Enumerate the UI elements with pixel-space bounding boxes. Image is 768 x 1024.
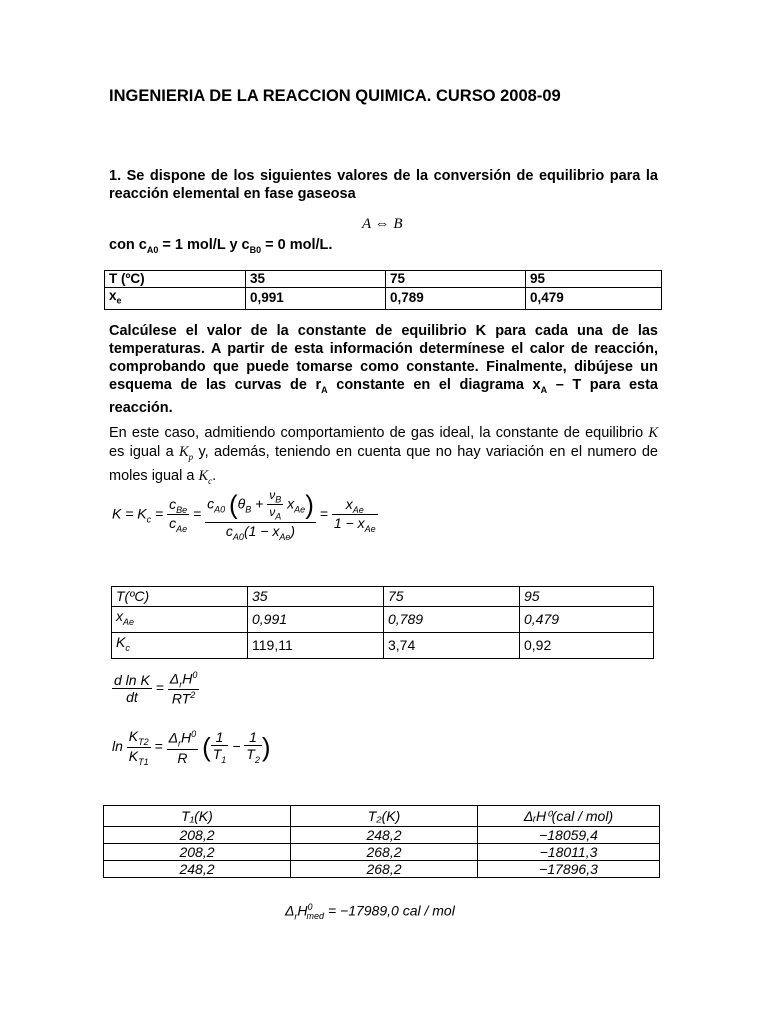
table-cell: −17896,3 <box>478 861 660 878</box>
table-cell: 0,92 <box>520 632 654 658</box>
table-cell: 35 <box>246 271 386 288</box>
table-cell: $x_e$ <box>105 288 246 310</box>
table-cell: 268,2 <box>291 861 478 878</box>
table-cell: 0,479 <box>526 288 662 310</box>
table-header: T₂(K) <box>291 806 478 827</box>
table-row <box>104 827 660 844</box>
table-cell: $K_c$ <box>112 632 248 658</box>
table-cell: 0,991 <box>248 607 384 633</box>
mean-enthalpy-result: $\Delta_rH^0_{med} = -17989,0$ cal / mol <box>285 902 455 922</box>
table-row <box>105 288 662 310</box>
table-row <box>104 806 660 827</box>
table-row <box>112 607 654 633</box>
table-cell: −18059,4 <box>478 827 660 844</box>
table-cell: 75 <box>386 271 526 288</box>
table-cell: 95 <box>526 271 662 288</box>
table-row <box>104 844 660 861</box>
problem-question: Calcúlese el valor de la constante de equilibrio K para cada una de las temperaturas. A partir de esta información determínese el calor de reacción, comprobando que puede tomarse como constante. Finalmente, dibújese un esquema de las curvas de $r_A$ constante en el diagrama $x_A$ – T para esta reacción. <box>109 323 659 416</box>
enthalpy-table <box>103 805 660 878</box>
table-header: T₁(K) <box>104 806 291 827</box>
table-row <box>105 271 662 288</box>
vant-hoff-integrated-equation: ln $\frac{K_{T2}}{K_{T1}}$ = $\frac{\Delta_rH^0}{R}$ ( $\frac{1}{T_1}$ − $\frac{1}{T_2}$ ) <box>112 728 271 767</box>
vant-hoff-differential-equation: $\frac{\text{d ln K}}{dt}$ = $\frac{\Delta_rH^0}{RT^2}$ <box>114 670 198 708</box>
table-cell: 0,789 <box>384 607 520 633</box>
table-cell: 3,74 <box>384 632 520 658</box>
table-cell: −18011,3 <box>478 844 660 861</box>
table-cell: 248,2 <box>104 861 291 878</box>
table-row <box>112 587 654 607</box>
table-cell: 119,11 <box>248 632 384 658</box>
given-data-table <box>104 270 662 310</box>
table-cell: 35 <box>248 587 384 607</box>
table-cell: 0,991 <box>246 288 386 310</box>
problem-statement: 1. Se dispone de los siguientes valores de la conversión de equilibrio para la reacción elemental en fase gaseosa <box>109 168 658 202</box>
table-cell: 75 <box>384 587 520 607</box>
table-header: ΔᵣH⁰(cal / mol) <box>478 806 660 827</box>
results-table <box>111 586 654 659</box>
table-row <box>104 861 660 878</box>
table-cell: 208,2 <box>104 844 291 861</box>
table-cell: 0,789 <box>386 288 526 310</box>
reaction-equation: A ⇔ B <box>362 216 403 232</box>
table-row <box>112 632 654 658</box>
table-cell: 248,2 <box>291 827 478 844</box>
table-cell: 268,2 <box>291 844 478 861</box>
page-title: INGENIERIA DE LA REACCION QUIMICA. CURSO 2008-09 <box>109 87 561 105</box>
table-cell: 95 <box>520 587 654 607</box>
initial-conditions: con $c_{A0} = 1$ mol/L y $c_{B0} = 0$ mol/L. <box>109 237 333 255</box>
solution-intro: En este caso, admitiendo comportamiento de gas ideal, la constante de equilibrio K es igual a $K_p$ y, además, teniendo en cuenta que no hay variación en el numero de moles igual a $K_c$. <box>109 425 658 486</box>
table-cell: $x_{Ae}$ <box>112 607 248 633</box>
table-cell: 0,479 <box>520 607 654 633</box>
table-cell: 208,2 <box>104 827 291 844</box>
table-cell: T (ºC) <box>105 271 246 288</box>
table-cell: T(ºC) <box>112 587 248 607</box>
equilibrium-constant-equation: $K = K_c$ = $\frac{c_{Be}}{c_{Ae}}$ = $c_{A0}$ ($\theta_B$ + $\frac{\nu_B}{\nu_A}$ $x_{Ae}$) $c_{A0}(1 - x_{Ae})$ = $\frac{x_{Ae}}{1 - x_{Ae}}$ <box>112 488 376 542</box>
